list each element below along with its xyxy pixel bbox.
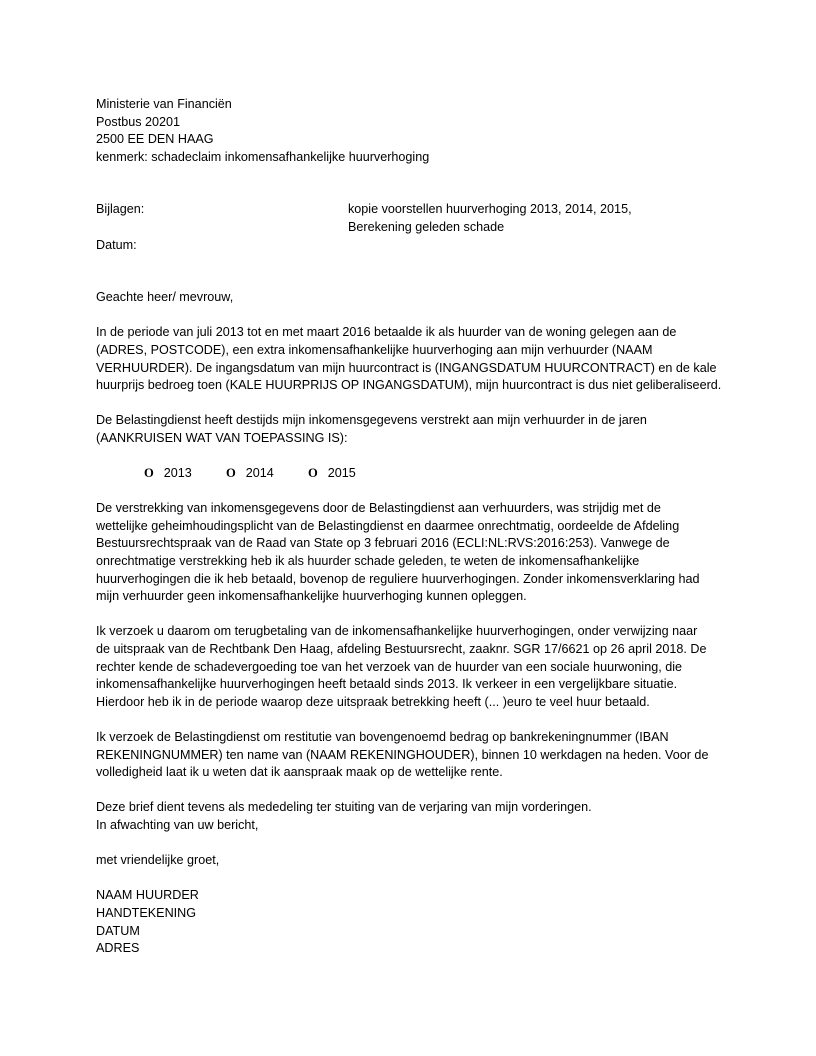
year-label: 2014 [245,466,274,481]
paragraph-line: huurverhogingen die ik heb betaald, bovenop de reguliere huurverhogingen. Zonder inkomensverklaring had [96,571,700,586]
kenmerk-line: kenmerk: schadeclaim inkomensafhankelijke huurverhoging [96,149,430,164]
bijlagen-value-2: Berekening geleden schade [348,219,505,234]
paragraph-line: rechter kende de schadevergoeding toe van het verzoek van de huurder van een sociale huurwoning, die [96,659,683,674]
paragraph-3 [96,500,720,606]
paragraph-line: (AANKRUISEN WAT VAN TOEPASSING IS): [96,430,348,445]
paragraph-line: huurprijs bedroeg toen (KALE HUURPRIJS OP INGANGSDATUM), mijn huurcontract is dus niet geliberaliseerd. [96,378,722,393]
paragraph-line: de uitspraak van de Rechtbank Den Haag, afdeling Bestuursrecht, zaaknr. SGR 17/6621 op 26 april 2018. De [96,642,707,657]
recipient-address [96,96,720,166]
signature-block [96,887,720,957]
paragraph-4 [96,623,720,711]
paragraph-line: De verstrekking van inkomensgegevens door de Belastingdienst aan verhuurders, was strijdig met de [96,501,661,516]
paragraph-5 [96,729,720,782]
paragraph-6 [96,799,720,834]
letter-page [96,96,720,958]
year-label: 2013 [163,466,192,481]
paragraph-line: Hierdoor heb ik in de periode waarop deze uitspraak betrekking heeft (... )euro te veel huur betaald. [96,694,650,709]
paragraph-line: VERHUURDER). De ingangsdatum van mijn huurcontract is (INGANGSDATUM HUURCONTRACT) en de kale [96,360,717,375]
checkbox-marker[interactable]: O [308,466,318,481]
signature-handtekening: HANDTEKENING [96,905,197,920]
paragraph-line: In afwachting van uw bericht, [96,817,259,832]
signature-address: ADRES [96,941,140,956]
address-line-3: 2500 EE DEN HAAG [96,132,214,147]
signature-date: DATUM [96,923,140,938]
paragraph-line: Bestuursrechtspraak van de Raad van State op 3 februari 2016 (ECLI:NL:RVS:2016:253). Vanwege de [96,536,670,551]
paragraph-line: REKENINGNUMMER) ten name van (NAAM REKENINGHOUDER), binnen 10 werkdagen na heden. Voor de [96,747,709,762]
closing: met vriendelijke groet, [96,853,220,868]
signature-name: NAAM HUURDER [96,888,199,903]
address-line-1: Ministerie van Financiën [96,97,232,111]
bijlagen-label: Bijlagen: [96,202,145,217]
paragraph-line: De Belastingdienst heeft destijds mijn inkomensgegevens verstrekt aan mijn verhuurder in de jaren [96,413,647,428]
year-options [96,465,720,483]
paragraph-line: In de periode van juli 2013 tot en met maart 2016 betaalde ik als huurder van de woning gelegen aan de [96,325,677,340]
year-option-2015[interactable] [308,465,356,483]
paragraph-line: inkomensafhankelijke huurverhogingen heeft betaald sinds 2013. Ik verkeer in een vergelijkbare situatie. [96,677,678,692]
paragraph-2 [96,412,720,447]
salutation: Geachte heer/ mevrouw, [96,290,234,305]
year-label: 2015 [327,466,356,481]
checkbox-marker[interactable]: O [144,466,154,481]
paragraph-line: mijn verhuurder geen inkomensafhankelijke huurverhoging kunnen opleggen. [96,589,527,604]
datum-label: Datum: [96,237,137,252]
paragraph-line: (ADRES, POSTCODE), een extra inkomensafhankelijke huurverhoging aan mijn verhuurder (NAAM [96,342,653,357]
paragraph-line: wettelijke geheimhoudingsplicht van de Belastingdienst en daarmee onrechtmatig, oordeelde de Afdeling [96,518,680,533]
paragraph-line: Deze brief dient tevens als mededeling ter stuiting van de verjaring van mijn vorderingen. [96,800,592,815]
year-option-2013[interactable] [144,465,192,483]
letter-meta [96,201,720,254]
paragraph-line: volledigheid laat ik u weten dat ik aanspraak maak op de wettelijke rente. [96,765,503,780]
paragraph-line: Ik verzoek de Belastingdienst om restitutie van bovengenoemd bedrag op bankrekeningnummer (IBAN [96,730,669,744]
paragraph-1 [96,324,720,394]
address-line-2: Postbus 20201 [96,114,181,129]
paragraph-line: onrechtmatige verstrekking heb ik als huurder schade geleden, te weten de inkomensafhankelijke [96,554,640,569]
checkbox-marker[interactable]: O [226,466,236,481]
paragraph-line: Ik verzoek u daarom om terugbetaling van de inkomensafhankelijke huurverhogingen, onder verwijzing naar [96,624,698,639]
bijlagen-value-1: kopie voorstellen huurverhoging 2013, 2014, 2015, [348,202,632,217]
year-option-2014[interactable] [226,465,274,483]
